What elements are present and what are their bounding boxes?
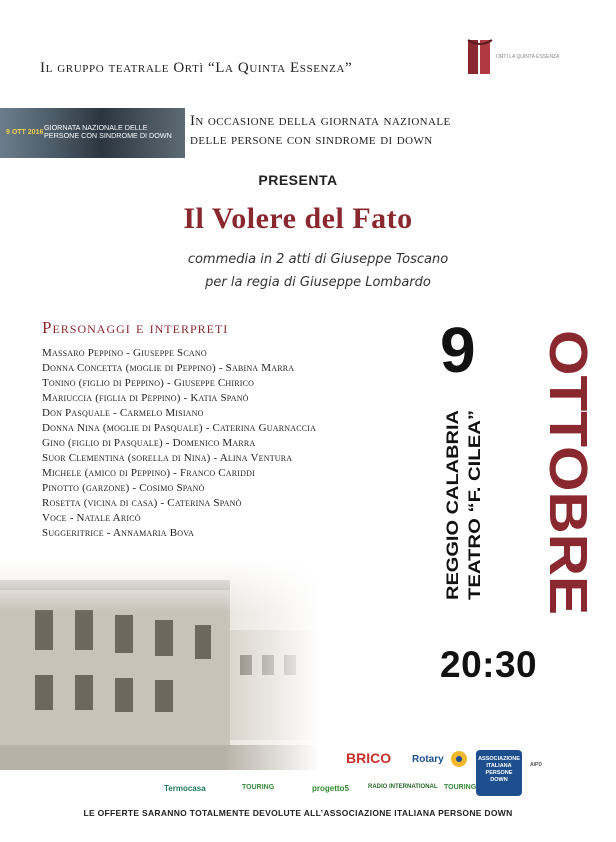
event-venue: TEATRO “F. CILEA” (465, 440, 484, 600)
logo-text: ORTÌ LA QUINTA ESSENZA (496, 54, 560, 60)
author-line: commedia in 2 atti di Giuseppe Toscano (187, 252, 449, 267)
theatre-photo (0, 560, 320, 770)
occasion-text (190, 112, 451, 150)
cast-item: Tonino (figlio di Peppino) - Giuseppe Chirico (42, 377, 255, 389)
aipd-logo (476, 750, 522, 796)
cast-heading: Personaggi e interpreti (42, 318, 229, 337)
cast-item: Michele (amico di Peppino) - Franco Cariddi (42, 467, 255, 479)
touring-logo-2: TOURING (444, 784, 477, 791)
occasion-line1: In occasione della giornata nazionale (190, 113, 451, 129)
banner-text-line1: GIORNATA NAZIONALE DELLE (44, 123, 148, 132)
banner-date: 9 OTT 2016 (6, 129, 44, 136)
aipd-line1: ASSOCIAZIONE (478, 756, 520, 762)
progetto5-logo: progetto5 (312, 784, 349, 793)
touring-logo-1: TOURING (242, 784, 275, 791)
event-banner (0, 108, 185, 158)
director-line: per la regia di Giuseppe Lombardo (205, 275, 431, 290)
sponsor-bar (150, 740, 596, 810)
presenta-label: PRESENTA (258, 172, 338, 188)
cast-item: Rosetta (vicina di casa) - Caterina Spanò (42, 497, 242, 509)
cast-item: Mariuccia (figlia di Peppino) - Katia Spanò (42, 392, 249, 404)
cast-item: Donna Nina (moglie di Pasquale) - Caterina Guarnaccia (42, 422, 317, 434)
brico-logo: BRICO (346, 750, 392, 766)
cast-item: Pinotto (garzone) - Cosimo Spanò (42, 482, 205, 494)
aipd-side-text: AIPD (530, 762, 542, 768)
termocasa-logo: Termocasa (164, 784, 206, 793)
cast-item: Massaro Peppino - Giuseppe Scano (42, 347, 207, 359)
aipd-line2: ITALIANA (486, 763, 512, 769)
cast-item: Gino (figlio di Pasquale) - Domenico Marra (42, 437, 256, 449)
event-time: 20:30 (440, 644, 538, 685)
cast-item: Don Pasquale - Carmelo Misiano (42, 407, 204, 419)
theatre-logo (466, 38, 558, 78)
banner-text (44, 124, 172, 140)
banner-text-line2: PERSONE CON SINDROME DI DOWN (44, 131, 172, 140)
aipd-line4: DOWN (490, 777, 508, 783)
cast-item: Suor Clementina (sorella di Nina) - Alina Ventura (42, 452, 293, 464)
aipd-line3: PERSONE (485, 770, 513, 776)
play-title: Il Volere del Fato (183, 202, 413, 235)
radio-international-logo: RADIO INTERNATIONAL (368, 784, 438, 790)
cast-item: Voce - Natale Aricò (42, 512, 141, 524)
company-line: Il gruppo teatrale Ortì “La Quinta Essenza” (40, 60, 353, 76)
footer-note: LE OFFERTE SARANNO TOTALMENTE DEVOLUTE ALL’ASSOCIAZIONE ITALIANA PERSONE DOWN (83, 808, 513, 818)
rotary-logo: Rotary (412, 754, 444, 765)
date-block (420, 314, 598, 620)
rotary-wheel-icon (450, 750, 468, 768)
event-city: REGGIO CALABRIA (443, 438, 462, 600)
cast-item: Suggeritrice - Annamaria Bova (42, 527, 195, 539)
cast-item: Donna Concetta (moglie di Peppino) - Sabina Marra (42, 362, 295, 374)
event-month: OTTOBRE (538, 330, 598, 594)
event-day: 9 (440, 314, 476, 386)
cast-list (42, 346, 316, 541)
occasion-line2: delle persone con sindrome di down (190, 132, 433, 148)
